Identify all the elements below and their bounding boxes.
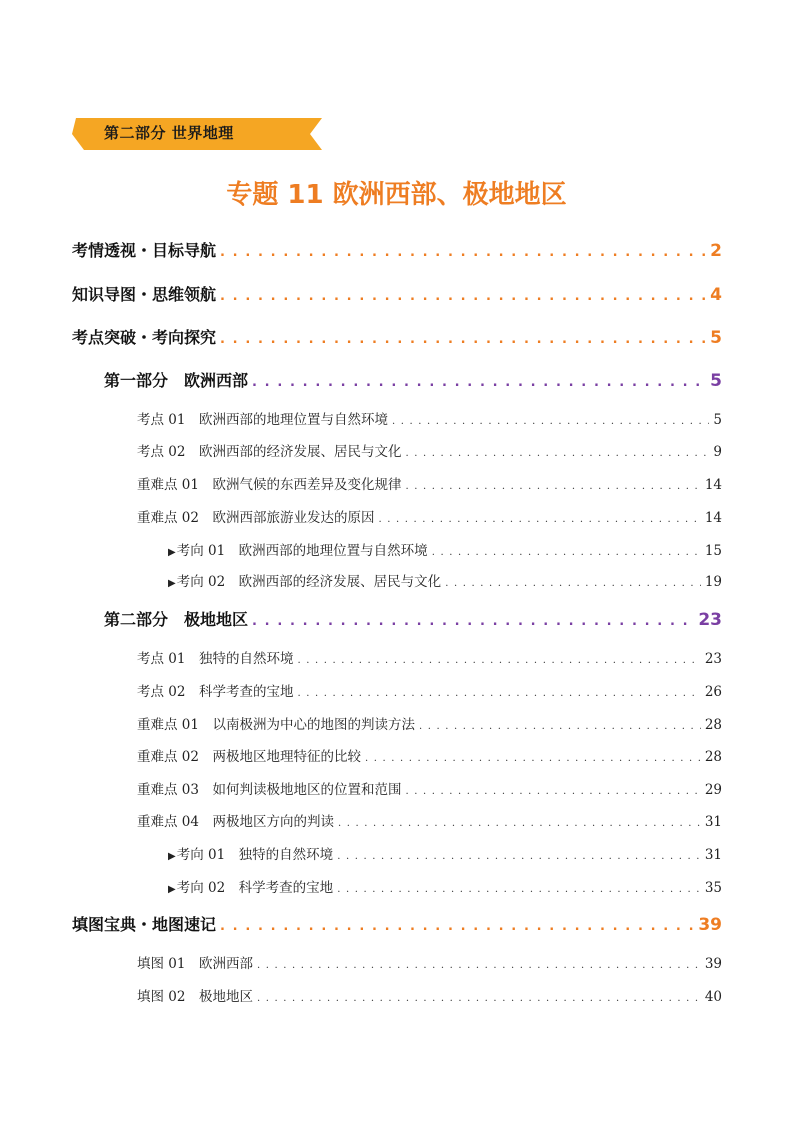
toc-label: 第一部分 欧洲西部: [104, 371, 249, 390]
toc-label: 重难点 01 欧洲气候的东西差异及变化规律: [137, 477, 402, 493]
toc-leader-dots: [297, 688, 700, 699]
toc-page-number: 2: [710, 241, 722, 261]
toc-label: 考点 02 欧洲西部的经济发展、居民与文化: [137, 444, 402, 460]
toc-leader-dots: [419, 721, 701, 732]
toc-page-number: 39: [704, 956, 722, 972]
toc-entry-item[interactable]: [137, 680, 722, 700]
banner-label: 第二部分 世界地理: [104, 124, 234, 142]
toc-entry-item[interactable]: [137, 745, 722, 765]
toc-entry-section-2[interactable]: [72, 282, 722, 305]
toc-leader-dots: [297, 655, 700, 666]
toc-entry-section-4[interactable]: [72, 912, 722, 935]
toc-entry-direction[interactable]: [168, 843, 722, 863]
toc-entry-direction[interactable]: [168, 539, 722, 559]
triangle-right-icon: ▶: [168, 578, 176, 589]
toc-page-number: 28: [704, 749, 722, 765]
toc-page-number: 9: [713, 444, 722, 460]
toc-page-number: 28: [704, 717, 722, 733]
toc-page-number: 19: [704, 574, 722, 590]
triangle-right-icon: ▶: [168, 884, 176, 895]
toc-page-number: 40: [704, 989, 722, 1005]
toc-leader-dots: [257, 960, 701, 971]
toc-page-number: 26: [704, 684, 722, 700]
toc-entry-item[interactable]: [137, 440, 722, 460]
toc-leader-dots: [252, 375, 706, 390]
toc-page-number: 23: [704, 651, 722, 667]
toc-entry-item[interactable]: [137, 952, 722, 972]
toc-label: 填图宝典・地图速记: [72, 915, 217, 934]
toc-label: 考向 02 欧洲西部的经济发展、居民与文化: [176, 574, 442, 590]
toc-label: 第二部分 极地地区: [104, 610, 249, 629]
toc-leader-dots: [338, 818, 701, 829]
toc-page-number: 39: [698, 915, 722, 935]
toc-label: 考点 01 独特的自然环境: [137, 651, 294, 667]
toc-page-number: 14: [704, 510, 722, 526]
toc-page-number: 29: [704, 782, 722, 798]
toc-entry-section-1[interactable]: [72, 238, 722, 261]
toc-entry-direction[interactable]: [168, 876, 722, 896]
toc-label: 重难点 04 两极地区方向的判读: [137, 814, 334, 830]
toc-entry-item[interactable]: [137, 778, 722, 798]
toc-page-number: 23: [698, 610, 722, 630]
toc-label: 重难点 02 欧洲西部旅游业发达的原因: [137, 510, 375, 526]
toc-leader-dots: [432, 547, 701, 558]
section-banner: [72, 116, 324, 152]
toc-label: 考点突破・考向探究: [72, 328, 217, 347]
toc-leader-dots: [392, 416, 709, 427]
page-title: 专题 11 欧洲西部、极地地区: [226, 180, 567, 210]
toc-leader-dots: [252, 614, 694, 629]
toc-page-number: 35: [704, 880, 722, 896]
toc-leader-dots: [220, 332, 706, 347]
toc-leader-dots: [337, 884, 701, 895]
toc-label: 考向 01 独特的自然环境: [176, 847, 334, 863]
toc-label: 考点 01 欧洲西部的地理位置与自然环境: [137, 412, 388, 428]
toc-entry-part-2[interactable]: [104, 607, 722, 630]
toc-label: 考向 02 科学考查的宝地: [176, 880, 334, 896]
toc-label: 重难点 01 以南极洲为中心的地图的判读方法: [137, 717, 415, 733]
toc-leader-dots: [220, 245, 706, 260]
toc-leader-dots: [445, 578, 701, 589]
toc-entry-item[interactable]: [137, 506, 722, 526]
toc-entry-item[interactable]: [137, 647, 722, 667]
toc-page-number: 4: [710, 285, 722, 305]
toc-entry-item[interactable]: [137, 810, 722, 830]
toc-label: 重难点 02 两极地区地理特征的比较: [137, 749, 361, 765]
toc-entry-direction[interactable]: [168, 570, 722, 590]
toc-leader-dots: [257, 993, 701, 1004]
toc-label: 知识导图・思维领航: [72, 285, 217, 304]
toc-entry-item[interactable]: [137, 473, 722, 493]
toc-label: 填图 01 欧洲西部: [137, 956, 253, 972]
toc-label: 考向 01 欧洲西部的地理位置与自然环境: [176, 543, 428, 559]
toc-entry-part-1[interactable]: [104, 368, 722, 391]
toc-label: 考点 02 科学考查的宝地: [137, 684, 294, 700]
toc-page-number: 5: [710, 328, 722, 348]
toc-label: 重难点 03 如何判读极地地区的位置和范围: [137, 782, 402, 798]
toc-entry-item[interactable]: [137, 408, 722, 428]
toc-page-number: 5: [710, 371, 722, 391]
toc-leader-dots: [405, 448, 709, 459]
toc-leader-dots: [405, 786, 700, 797]
triangle-right-icon: ▶: [168, 851, 176, 862]
triangle-right-icon: ▶: [168, 547, 176, 558]
toc-leader-dots: [337, 851, 701, 862]
toc-entry-item[interactable]: [137, 985, 722, 1005]
toc-leader-dots: [405, 481, 700, 492]
toc-page-number: 31: [704, 847, 722, 863]
toc-page-number: 14: [704, 477, 722, 493]
toc-entry-item[interactable]: [137, 713, 722, 733]
toc-page-number: 15: [704, 543, 722, 559]
toc-leader-dots: [220, 289, 706, 304]
toc-label: 考情透视・目标导航: [72, 241, 217, 260]
toc-leader-dots: [365, 753, 701, 764]
toc-page-number: 5: [713, 412, 722, 428]
toc-entry-section-3[interactable]: [72, 325, 722, 348]
toc-label: 填图 02 极地地区: [137, 989, 253, 1005]
toc-leader-dots: [378, 514, 700, 525]
toc-page-number: 31: [704, 814, 722, 830]
toc-leader-dots: [220, 919, 694, 934]
